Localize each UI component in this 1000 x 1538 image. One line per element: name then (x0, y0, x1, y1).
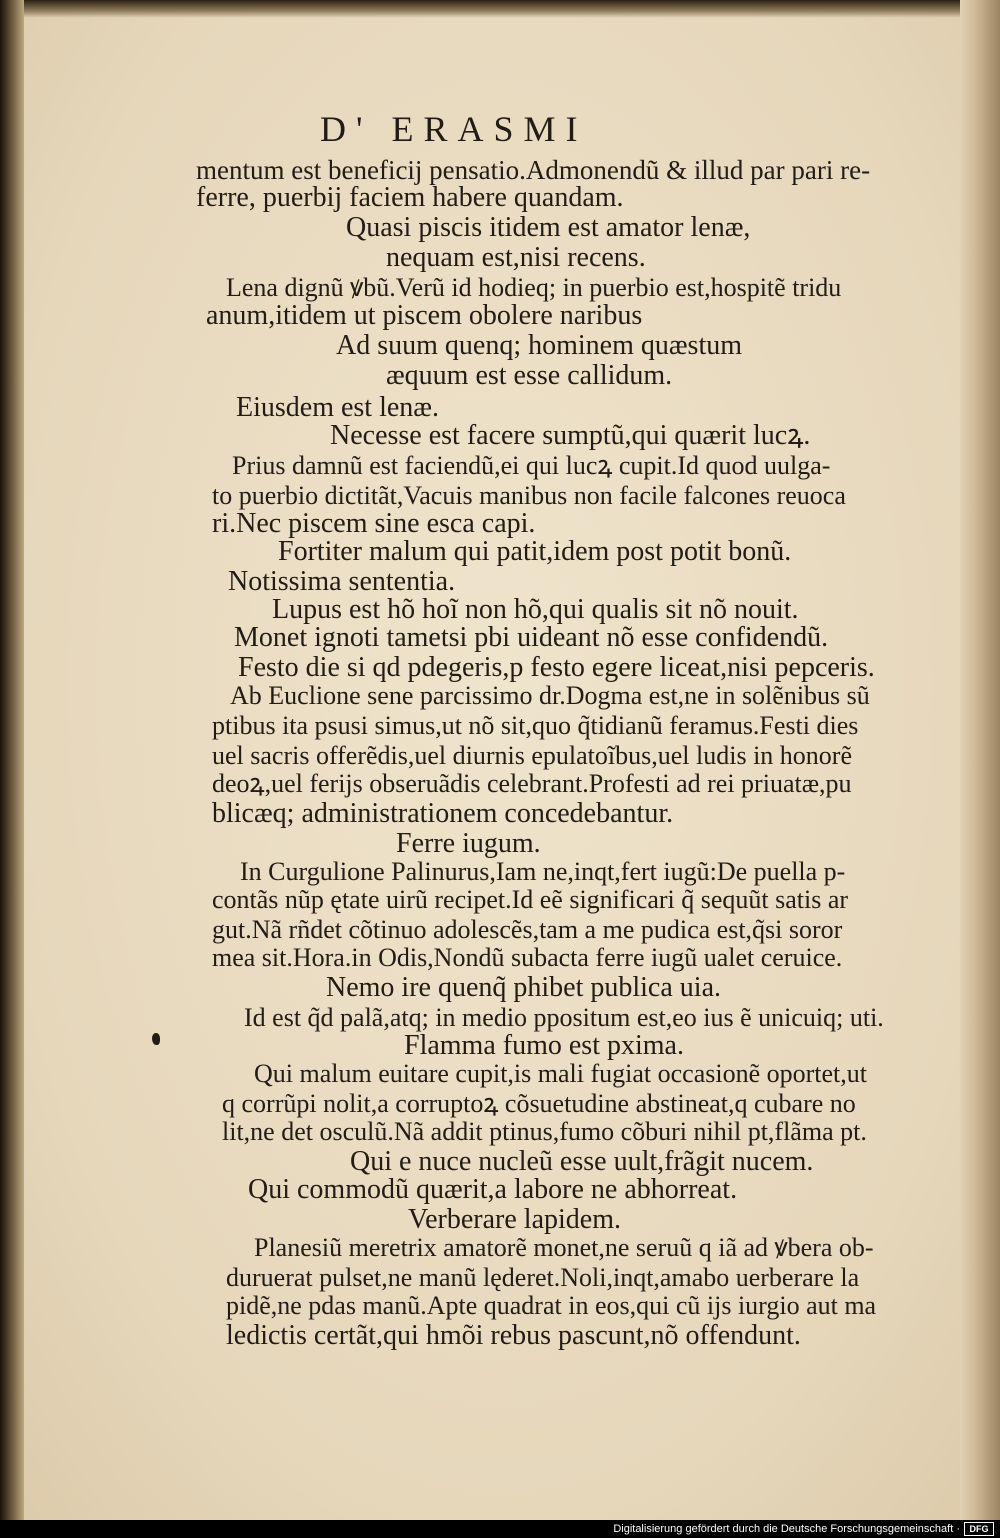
text-line: anum,itidem ut piscem obolere naribus (206, 300, 643, 331)
text-line: Notissima sententia. (228, 566, 456, 597)
text-line: mea sit.Hora.in Odis,Nondũ subacta ferre iugũ ualet ceruice. (212, 943, 843, 972)
text-line: ri.Nec piscem sine esca capi. (212, 508, 536, 539)
text-line: Verberare lapidem. (408, 1204, 621, 1235)
text-line: ptibus ita psusi simus,ut nõ sit,quo q̃tidianũ feramus.Festi dies (212, 711, 859, 740)
text-line: Nemo ire quenq̃ phibet publica uia. (326, 972, 721, 1003)
text-line: Eiusdem est lenæ. (236, 392, 439, 423)
text-line: Ad suum quenq; hominem quæstum (336, 330, 742, 361)
text-line: Festo die si qd pdegeris,p festo egere liceat,nisi pepceris. (238, 652, 875, 683)
text-line: to puerbio dictitãt,Vacuis manibus non facile falcones reuoca (212, 481, 846, 510)
text-line: Lena dignũ ꝟbũ.Verũ id hodieq; in puerbio est,hospitẽ tridu (226, 273, 842, 302)
text-line: Necesse est facere sumptũ,qui quærit lucꝝ. (330, 420, 811, 451)
footer-credit: Digitalisierung gefördert durch die Deutsche Forschungsgemeinschaft · (613, 1523, 960, 1535)
text-line: Ferre iugum. (396, 828, 541, 859)
text-line: Qui commodũ quærit,a labore ne abhorreat. (248, 1174, 738, 1205)
text-line: Flamma fumo est pxima. (404, 1030, 684, 1061)
page-right-edge (960, 0, 1000, 1520)
text-line: nequam est,nisi recens. (386, 242, 646, 273)
text-line: Lupus est hõ hoĩ non hõ,qui qualis sit nõ nouit. (272, 594, 799, 625)
text-line: duruerat pulset,ne manũ lęderet.Noli,inqt,amabo uerberare la (226, 1263, 860, 1292)
text-line: gut.Nã rñdet cõtinuo adolescẽs,tam a me pudica est,q̃si soror (212, 915, 843, 944)
text-line: pidẽ,ne pdas manũ.Apte quadrat in eos,qui cũ ijs iurgio aut ma (226, 1291, 877, 1320)
text-line: Monet ignoti tametsi pbi uideant nõ esse confidendũ. (234, 622, 829, 653)
text-line: Fortiter malum qui patit,idem post potit bonũ. (278, 536, 792, 567)
text-line: blicæq; administrationem concedebantur. (212, 798, 674, 829)
text-line: Quasi piscis itidem est amator lenæ, (346, 212, 751, 243)
text-line: deoꝝ,uel ferijs obseruãdis celebrant.Profesti ad rei priuatæ,pu (212, 769, 852, 798)
text-line: Prius damnũ est faciendũ,ei qui lucꝝ cupit.Id quod uulga- (232, 451, 831, 480)
text-line: Planesiũ meretrix amatorẽ monet,ne seruũ q iã ad ꝟbera ob- (254, 1233, 874, 1262)
dfg-logo-icon: DFG (964, 1522, 994, 1536)
text-line: ferre, puerbij faciem habere quandam. (196, 182, 624, 213)
text-line: q corrũpi nolit,a corruptoꝝ cõsuetudine abstineat,q cubare no (222, 1089, 856, 1118)
ink-blot (152, 1033, 160, 1045)
text-line: Id est q̃d palã,atq; in medio ppositum est,eo ius ẽ unicuiq; uti. (244, 1003, 884, 1032)
text-line: Ab Euclione sene parcissimo dr.Dogma est,ne in solẽnibus sũ (230, 681, 870, 710)
text-line: In Curgulione Palinurus,Iam ne,inqt,fert iugũ:De puella p- (240, 857, 846, 886)
page-top-edge (0, 0, 1000, 18)
page-left-edge (0, 0, 24, 1520)
text-line: æquum est esse callidum. (386, 360, 673, 391)
text-line: mentum est beneficij pensatio.Admonendũ & illud par pari re- (196, 155, 871, 185)
text-line: contãs nũp ętate uirũ recipet.Id eẽ significari q̃ sequũt satis ar (212, 885, 849, 914)
text-line: Qui malum euitare cupit,is mali fugiat occasionẽ oportet,ut (254, 1059, 867, 1088)
text-line: Qui e nuce nucleũ esse uult,frãgit nucem. (350, 1146, 814, 1177)
text-line: uel sacris offerẽdis,uel diurnis epulatoĩbus,uel ludis in honorẽ (212, 741, 852, 770)
running-head: D' ERASMI (320, 109, 588, 149)
text-line: lit,ne det osculũ.Nã addit ptinus,fumo cõburi nihil pt,flãma pt. (222, 1117, 867, 1146)
text-line: ledictis certãt,qui hmõi rebus pascunt,nõ offendunt. (226, 1320, 801, 1351)
